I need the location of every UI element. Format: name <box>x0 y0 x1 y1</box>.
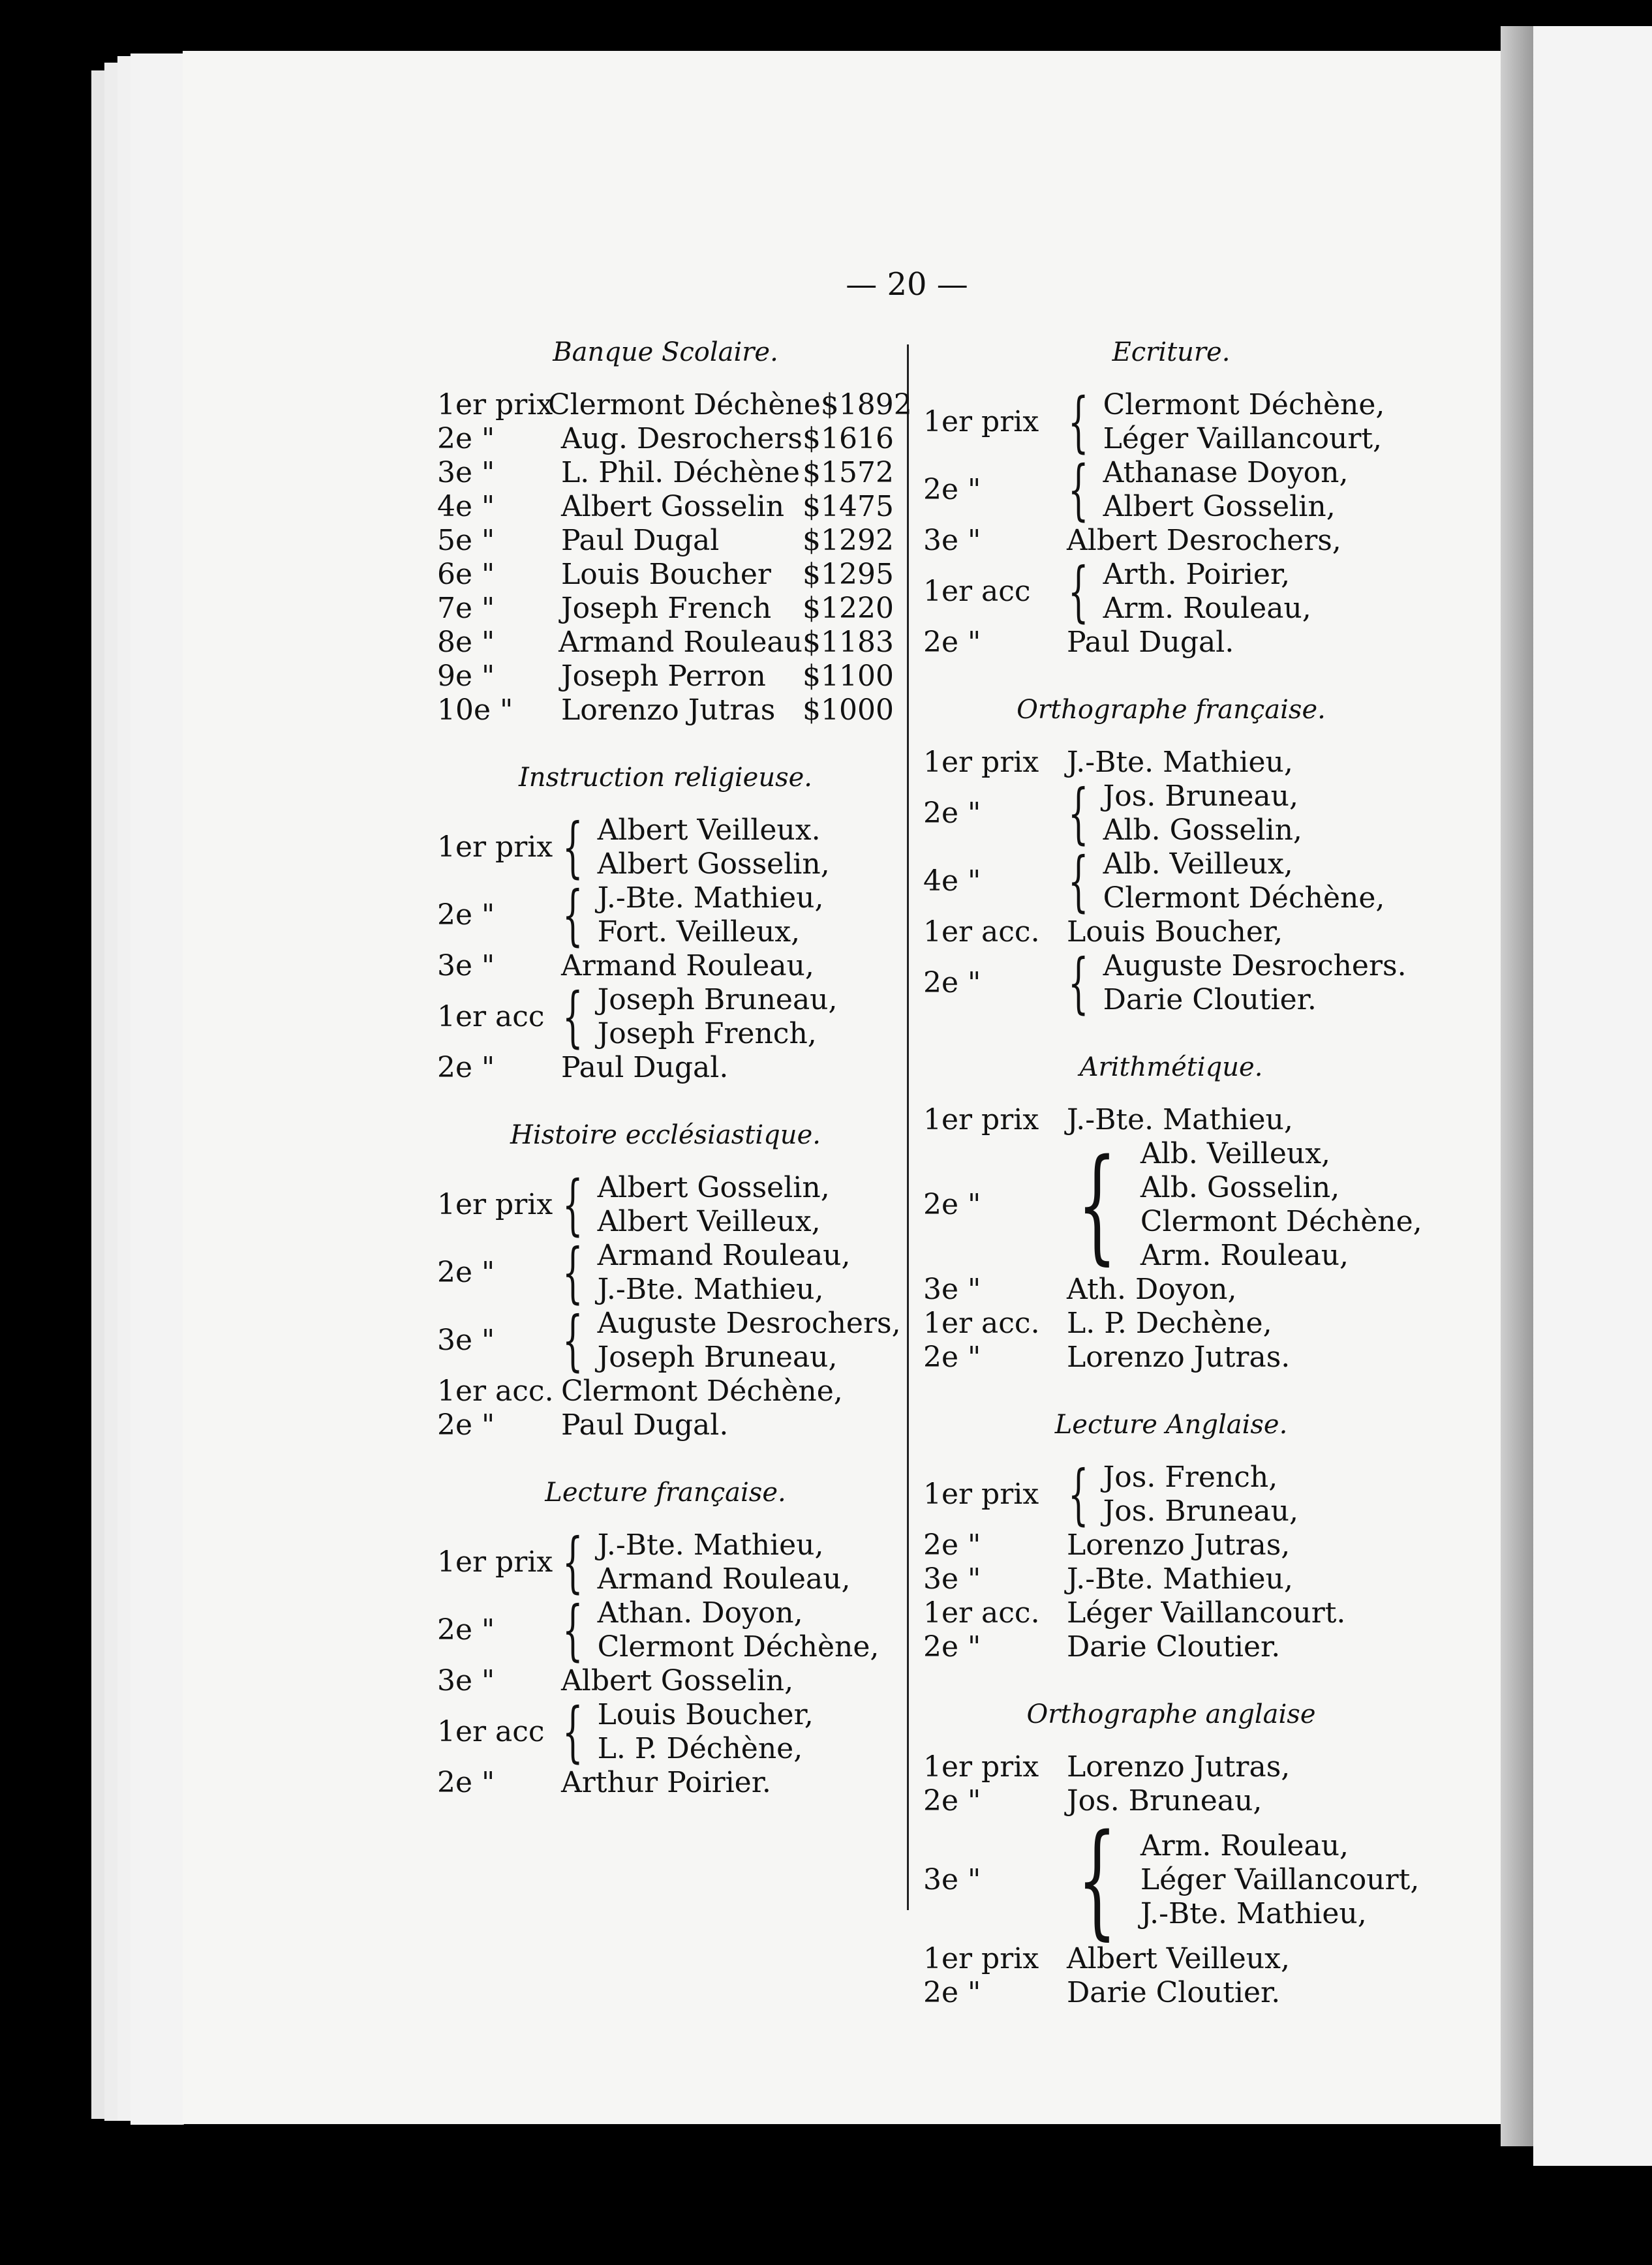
winner-name: Alb. Gosselin, <box>1140 1171 1340 1204</box>
prize-row <box>437 979 894 1055</box>
prize-row <box>923 915 1419 949</box>
prize-row <box>923 1942 1419 1976</box>
winner-name: Paul Dugal. <box>561 1051 729 1084</box>
savings-amount: $1295 <box>803 558 894 591</box>
winner-name: J.-Bte. Mathieu, <box>597 1273 824 1306</box>
winner-names <box>1067 524 1341 558</box>
prize-rank: 7e " <box>437 592 495 625</box>
prize-row <box>923 1307 1419 1341</box>
winner-names <box>598 1307 901 1375</box>
winner-name: L. Phil. Déchène <box>561 456 800 489</box>
section-heading: Orthographe française. <box>1017 695 1326 725</box>
prize-section-orthographe-francaise <box>923 693 1419 1021</box>
prize-row <box>437 1524 894 1600</box>
winner-names <box>1067 1562 1293 1596</box>
winner-name: Lorenzo Jutras, <box>1067 1528 1291 1562</box>
prize-row <box>923 1976 1419 2010</box>
winner-name: Jos. French, <box>1103 1461 1278 1494</box>
winner-name: Joseph Perron <box>561 660 766 693</box>
winner-names <box>561 1051 728 1085</box>
winner-name: Aug. Desrochers <box>560 422 803 455</box>
winner-name: Lorenzo Jutras, <box>1067 1750 1291 1784</box>
winner-names <box>1067 915 1283 949</box>
savings-amount: $1572 <box>803 456 894 489</box>
prize-row <box>437 592 894 626</box>
brace-glyph: { <box>562 809 583 885</box>
prize-row <box>923 451 1419 528</box>
prize-section-lecture-francaise <box>437 1476 894 1800</box>
winner-name: Joseph French, <box>597 1017 817 1050</box>
winner-name: Louis Boucher, <box>597 1698 814 1731</box>
prize-row <box>923 626 1419 660</box>
winner-names <box>1067 1528 1290 1562</box>
page-edge <box>130 53 184 2125</box>
winner-names <box>561 1408 728 1442</box>
prize-rank: 2e " <box>923 797 981 830</box>
prize-row <box>437 388 912 422</box>
prize-rank: 9e " <box>437 660 495 693</box>
prize-rank: 2e " <box>923 626 981 659</box>
winner-name: Albert Gosselin, <box>1103 490 1336 523</box>
winner-name: Paul Dugal <box>561 524 720 557</box>
prize-rank: 1er acc. <box>923 1307 1040 1340</box>
prize-rank: 2e " <box>437 422 495 455</box>
winner-name: Lorenzo Jutras <box>561 693 776 727</box>
prize-row <box>923 1341 1419 1375</box>
winner-names <box>598 983 838 1051</box>
prize-rank: 1er prix <box>437 1188 553 1221</box>
prize-rank: 1er acc <box>437 1000 545 1033</box>
prize-rank: 2e " <box>437 1613 495 1647</box>
winner-name: Darie Cloutier. <box>1067 1630 1281 1664</box>
winner-name: Auguste Desrochers, <box>597 1307 901 1340</box>
winner-name: Athanase Doyon, <box>1103 456 1349 489</box>
brace-glyph: { <box>562 1694 583 1770</box>
winner-names <box>1067 1976 1280 2010</box>
prize-row <box>923 1132 1422 1277</box>
brace-glyph: { <box>1077 1132 1117 1277</box>
winner-names <box>598 1239 851 1307</box>
prize-row <box>923 775 1419 851</box>
prize-section-ecriture <box>923 336 1419 660</box>
prize-rank: 1er prix <box>923 1750 1039 1784</box>
winner-names <box>1067 1341 1290 1375</box>
winner-name: L. P. Déchène, <box>597 1732 803 1765</box>
column-divider <box>907 344 909 1910</box>
prize-rank: 3e " <box>923 1273 981 1306</box>
prize-rank: 2e " <box>923 1630 981 1664</box>
savings-amount: $1892 <box>820 388 912 421</box>
winner-names <box>1140 1829 1419 1931</box>
prize-row <box>923 1273 1419 1307</box>
prize-row <box>437 660 894 693</box>
winner-name: Jos. Bruneau, <box>1103 780 1298 813</box>
brace-glyph: { <box>1067 384 1089 460</box>
winner-names <box>561 456 800 490</box>
winner-names <box>561 592 771 626</box>
winner-names <box>598 881 824 949</box>
prize-row <box>437 1375 894 1408</box>
prize-section-histoire-ecclesiastique <box>437 1119 901 1442</box>
prize-section-banque-scolaire <box>437 336 912 727</box>
page-number: — 20 — <box>846 266 968 303</box>
prize-rank: 3e " <box>923 524 981 557</box>
prize-rank: 2e " <box>923 1784 981 1817</box>
winner-name: Auguste Desrochers. <box>1103 949 1407 982</box>
brace-glyph: { <box>1067 945 1089 1021</box>
prize-row <box>437 949 894 983</box>
winner-name: Albert Veilleux, <box>1067 1942 1290 1975</box>
winner-name: J.-Bte. Mathieu, <box>1067 1562 1293 1596</box>
prize-section-lecture-anglaise <box>923 1408 1419 1664</box>
section-heading: Banque Scolaire. <box>553 337 778 367</box>
winner-name: Paul Dugal. <box>1067 626 1234 659</box>
prize-rank: 3e " <box>437 1664 495 1697</box>
prize-rank: 5e " <box>437 524 495 557</box>
savings-amount: $1292 <box>803 524 894 557</box>
prize-row <box>437 693 894 727</box>
prize-rank: 2e " <box>923 1188 981 1221</box>
winner-name: Albert Veilleux, <box>597 1205 821 1238</box>
prize-section-orthographe-anglaise <box>923 1698 1419 2010</box>
winner-name: Paul Dugal. <box>561 1408 729 1442</box>
prize-section-instruction-religieuse <box>437 761 894 1085</box>
winner-name: Arm. Rouleau, <box>1140 1829 1349 1862</box>
brace-glyph: { <box>1067 451 1089 528</box>
section-heading: Lecture française. <box>545 1478 786 1508</box>
prize-row <box>923 1808 1420 1952</box>
winner-names <box>598 1171 830 1239</box>
brace-glyph: { <box>562 1302 583 1378</box>
prize-row <box>923 1750 1419 1784</box>
prize-rank: 1er acc <box>437 1715 545 1748</box>
savings-amount: $1100 <box>803 660 894 693</box>
prize-row <box>437 1234 894 1311</box>
winner-names <box>548 388 821 422</box>
prize-row <box>437 1664 894 1698</box>
section-heading: Orthographe anglaise <box>1026 1699 1316 1729</box>
prize-row <box>437 877 894 953</box>
winner-names <box>1103 949 1407 1017</box>
winner-name: Léger Vaillancourt, <box>1140 1863 1420 1896</box>
brace-glyph: { <box>1077 1808 1117 1952</box>
winner-name: Armand Rouleau, <box>597 1562 851 1596</box>
winner-names <box>1067 626 1234 660</box>
prize-rank: 2e " <box>923 1528 981 1562</box>
winner-names <box>1103 847 1385 915</box>
winner-name: Clermont Déchène, <box>1140 1205 1422 1238</box>
winner-names <box>1067 1630 1280 1664</box>
prize-rank: 2e " <box>437 1408 495 1442</box>
prize-rank: 8e " <box>437 626 495 659</box>
prize-row <box>437 1166 894 1243</box>
prize-rank: 4e " <box>923 864 981 898</box>
winner-name: Clermont Déchène, <box>561 1375 843 1408</box>
winner-name: Albert Gosselin, <box>597 847 830 881</box>
winner-name: J.-Bte. Mathieu, <box>597 881 824 915</box>
prize-rank: 1er prix <box>923 1942 1039 1975</box>
winner-name: Albert Gosselin, <box>597 1171 830 1204</box>
facing-page-edge <box>1533 26 1652 2166</box>
prize-row <box>437 626 894 660</box>
winner-name: Lorenzo Jutras. <box>1067 1341 1291 1374</box>
winner-names <box>1103 1461 1298 1528</box>
savings-amount: $1475 <box>803 490 894 523</box>
section-heading: Lecture Anglaise. <box>1054 1410 1288 1440</box>
winner-name: Darie Cloutier. <box>1103 983 1317 1016</box>
winner-name: Darie Cloutier. <box>1067 1976 1281 2009</box>
prize-section-arithmetique <box>923 1051 1422 1375</box>
winner-name: Jos. Bruneau, <box>1103 1495 1298 1528</box>
prize-rank: 1er prix <box>923 1103 1039 1136</box>
prize-row <box>923 1562 1419 1596</box>
winner-names <box>1140 1137 1422 1273</box>
winner-names <box>1067 1596 1345 1630</box>
prize-rank: 1er acc. <box>437 1375 554 1408</box>
prize-rank: 1er acc. <box>923 1596 1040 1630</box>
prize-row <box>923 945 1419 1021</box>
prize-row <box>437 456 894 490</box>
winner-name: Ath. Doyon, <box>1067 1273 1237 1306</box>
winner-names <box>1067 1273 1236 1307</box>
winner-names <box>1067 1307 1272 1341</box>
brace-glyph: { <box>562 1166 583 1243</box>
winner-names <box>561 660 766 693</box>
prize-row <box>437 1592 894 1668</box>
winner-name: Jos. Bruneau, <box>1067 1784 1262 1817</box>
prize-row <box>437 1051 894 1085</box>
winner-name: Albert Veilleux. <box>597 813 821 847</box>
prize-rank: 2e " <box>923 473 981 506</box>
prize-row <box>923 1784 1419 1818</box>
prize-rank: 1er prix <box>437 1545 553 1579</box>
prize-row <box>923 1103 1419 1137</box>
prize-rank: 1er prix <box>923 1478 1039 1511</box>
prize-rank: 3e " <box>437 949 495 982</box>
winner-name: Alb. Veilleux, <box>1103 847 1293 881</box>
winner-names <box>598 1698 814 1766</box>
prize-row <box>437 809 894 885</box>
winner-name: J.-Bte. Mathieu, <box>1067 746 1293 779</box>
prize-row <box>923 1630 1419 1664</box>
prize-row <box>923 384 1419 460</box>
winner-name: J.-Bte. Mathieu, <box>597 1528 824 1562</box>
prize-rank: 2e " <box>923 1976 981 2009</box>
winner-names <box>558 626 803 660</box>
prize-row <box>437 1408 894 1442</box>
prize-rank: 1er acc. <box>923 915 1040 949</box>
prize-row <box>437 1694 894 1770</box>
prize-row <box>923 1596 1419 1630</box>
winner-name: J.-Bte. Mathieu, <box>1067 1103 1293 1136</box>
brace-glyph: { <box>1067 1456 1089 1532</box>
winner-name: Albert Gosselin, <box>561 1664 794 1697</box>
winner-name: Clermont Déchène <box>548 388 821 421</box>
prize-rank: 2e " <box>923 1341 981 1374</box>
prize-row <box>437 1302 901 1378</box>
brace-glyph: { <box>562 1592 583 1668</box>
right-column <box>923 336 1422 2044</box>
winner-name: Clermont Déchène, <box>597 1630 880 1664</box>
prize-rank: 1er prix <box>923 405 1039 438</box>
prize-row <box>923 553 1419 630</box>
prize-row <box>923 524 1419 558</box>
prize-rank: 2e " <box>437 898 495 932</box>
brace-glyph: { <box>562 1524 583 1600</box>
winner-name: Armand Rouleau, <box>561 949 814 982</box>
winner-names <box>561 949 814 983</box>
prize-row <box>437 558 894 592</box>
prize-row <box>923 746 1419 780</box>
winner-name: Albert Desrochers, <box>1067 524 1341 557</box>
left-column <box>437 336 912 1834</box>
winner-name: Arthur Poirier. <box>561 1766 771 1799</box>
section-heading: Instruction religieuse. <box>519 763 812 793</box>
prize-row <box>437 422 894 456</box>
winner-name: Clermont Déchène, <box>1103 388 1385 421</box>
winner-name: Clermont Déchène, <box>1103 881 1385 915</box>
winner-name: Joseph French <box>561 592 772 625</box>
winner-name: Léger Vaillancourt, <box>1103 422 1383 455</box>
brace-glyph: { <box>1067 775 1089 851</box>
prize-rank: 3e " <box>923 1863 981 1896</box>
winner-names <box>598 813 830 881</box>
prize-rank: 2e " <box>437 1766 495 1799</box>
prize-rank: 1er acc <box>923 575 1031 608</box>
prize-rank: 1er prix <box>923 746 1039 779</box>
winner-name: Armand Rouleau, <box>597 1239 851 1272</box>
prize-rank: 10e " <box>437 693 513 727</box>
winner-names <box>561 1766 771 1800</box>
prize-rank: 3e " <box>923 1562 981 1596</box>
winner-name: Louis Boucher <box>561 558 771 591</box>
winner-name: J.-Bte. Mathieu, <box>1140 1897 1367 1930</box>
savings-amount: $1220 <box>803 592 894 625</box>
prize-rank: 3e " <box>437 1324 495 1357</box>
prize-rank: 3e " <box>437 456 495 489</box>
winner-names <box>1103 456 1349 524</box>
winner-names <box>1067 746 1293 780</box>
savings-amount: $1616 <box>803 422 894 455</box>
brace-glyph: { <box>562 1234 583 1311</box>
winner-name: Alb. Gosselin, <box>1103 813 1302 847</box>
brace-glyph: { <box>562 979 583 1055</box>
prize-row <box>437 524 894 558</box>
prize-row <box>923 1456 1419 1532</box>
winner-names <box>561 490 784 524</box>
winner-name: Léger Vaillancourt. <box>1067 1596 1346 1630</box>
prize-rank: 2e " <box>923 966 981 999</box>
winner-name: Armand Rouleau <box>558 626 803 659</box>
winner-names <box>561 693 775 727</box>
winner-names <box>561 422 803 456</box>
brace-glyph: { <box>1067 553 1089 630</box>
winner-names <box>1103 780 1302 847</box>
section-heading: Ecriture. <box>1112 337 1231 367</box>
prize-row <box>923 1528 1419 1562</box>
winner-names <box>561 1375 843 1408</box>
winner-names <box>561 524 719 558</box>
savings-amount: $1000 <box>803 693 894 727</box>
prize-row <box>437 1766 894 1800</box>
section-heading: Histoire ecclésiastique. <box>510 1120 821 1150</box>
section-heading: Arithmétique. <box>1079 1052 1263 1082</box>
winner-name: Arm. Rouleau, <box>1140 1239 1349 1272</box>
winner-names <box>598 1596 880 1664</box>
winner-names <box>1067 1750 1290 1784</box>
prize-rank: 4e " <box>437 490 495 523</box>
prize-rank: 2e " <box>437 1256 495 1289</box>
winner-names <box>561 558 771 592</box>
winner-name: L. P. Dechène, <box>1067 1307 1272 1340</box>
prize-rank: 1er prix <box>437 388 553 421</box>
prize-rank: 6e " <box>437 558 495 591</box>
prize-rank: 2e " <box>437 1051 495 1084</box>
savings-amount: $1183 <box>803 626 894 659</box>
winner-name: Alb. Veilleux, <box>1140 1137 1331 1170</box>
winner-name: Arm. Rouleau, <box>1103 592 1311 625</box>
winner-name: Athan. Doyon, <box>597 1596 803 1630</box>
winner-names <box>598 1528 851 1596</box>
brace-glyph: { <box>1067 843 1089 919</box>
book-gutter <box>1501 26 1533 2146</box>
winner-name: Fort. Veilleux, <box>597 915 801 949</box>
winner-name: Arth. Poirier, <box>1103 558 1291 591</box>
winner-name: Louis Boucher, <box>1067 915 1283 949</box>
winner-name: Joseph Bruneau, <box>597 1341 838 1374</box>
winner-name: Joseph Bruneau, <box>597 983 838 1016</box>
winner-names <box>1103 388 1385 456</box>
prize-row <box>923 843 1419 919</box>
prize-row <box>437 490 894 524</box>
brace-glyph: { <box>562 877 583 953</box>
winner-names <box>1103 558 1311 626</box>
prize-rank: 1er prix <box>437 830 553 864</box>
winner-names <box>561 1664 793 1698</box>
winner-name: Albert Gosselin <box>561 490 785 523</box>
